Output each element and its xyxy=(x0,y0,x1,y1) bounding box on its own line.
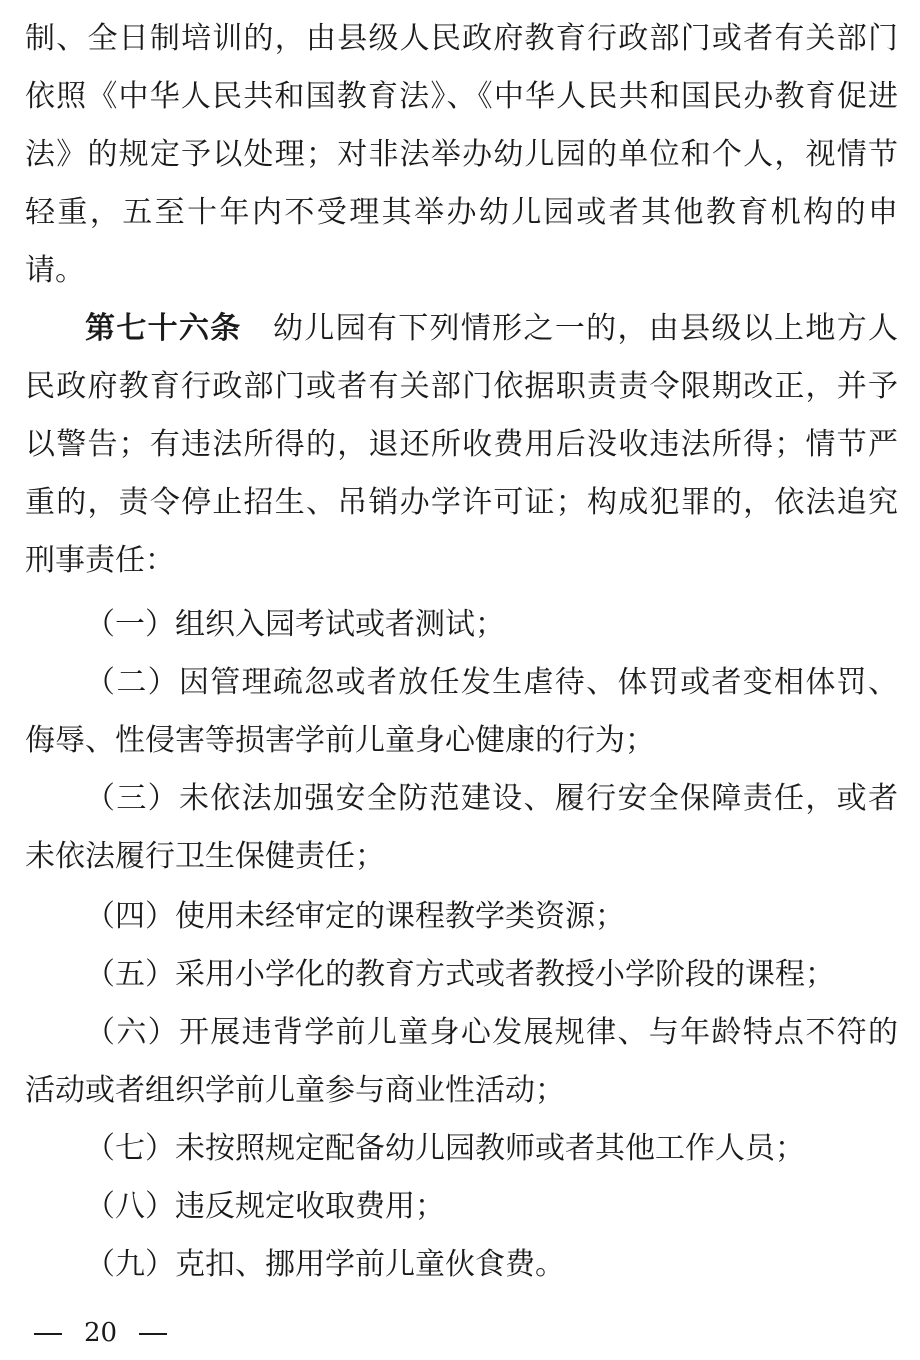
page-footer xyxy=(34,1313,167,1353)
list-item: （四）使用未经审定的课程教学类资源； xyxy=(85,899,625,934)
list-item: （二）因管理疏忽或者放任发生虐待、体罚或者变相体罚、 xyxy=(85,665,898,700)
list-item: （九）克扣、挪用学前儿童伙食费。 xyxy=(85,1247,565,1282)
text-line: 民政府教育行政部门或者有关部门依据职责责令限期改正，并予 xyxy=(25,369,898,404)
footer-dash-left xyxy=(34,1333,62,1335)
list-item: （八）违反规定收取费用； xyxy=(85,1189,445,1224)
footer-dash-right xyxy=(139,1333,167,1335)
list-item: （一）组织入园考试或者测试； xyxy=(85,607,505,642)
text-line: 以警告；有违法所得的，退还所收费用后没收违法所得；情节严 xyxy=(25,427,898,462)
text-line: 重的，责令停止招生、吊销办学许可证；构成犯罪的，依法追究 xyxy=(25,485,898,520)
list-item: （六）开展违背学前儿童身心发展规律、与年龄特点不符的 xyxy=(85,1015,898,1050)
text-span: 幼儿园有下列情形之一的，由县级以上地方人 xyxy=(272,311,899,346)
text-line: 刑事责任： xyxy=(25,543,175,578)
text-line: 未依法履行卫生保健责任； xyxy=(25,839,385,874)
text-line: 轻重，五至十年内不受理其举办幼儿园或者其他教育机构的申 xyxy=(25,195,898,230)
list-item: （三）未依法加强安全防范建设、履行安全保障责任，或者 xyxy=(85,781,898,816)
text-line: 制、全日制培训的，由县级人民政府教育行政部门或者有关部门 xyxy=(25,21,898,56)
page-number: 20 xyxy=(84,1318,118,1348)
text-line: 法》的规定予以处理；对非法举办幼儿园的单位和个人，视情节 xyxy=(25,137,898,172)
text-line: 请。 xyxy=(25,253,85,288)
list-item: （七）未按照规定配备幼儿园教师或者其他工作人员； xyxy=(85,1131,805,1166)
text-line: 依照《中华人民共和国教育法》、《中华人民共和国民办教育促进 xyxy=(25,79,898,114)
text-line: 侮辱、性侵害等损害学前儿童身心健康的行为； xyxy=(25,723,655,758)
list-item: （五）采用小学化的教育方式或者教授小学阶段的课程； xyxy=(85,957,835,992)
article-heading: 第七十六条 xyxy=(85,311,242,346)
text-line: 活动或者组织学前儿童参与商业性活动； xyxy=(25,1073,565,1108)
article-first-line xyxy=(0,300,920,358)
